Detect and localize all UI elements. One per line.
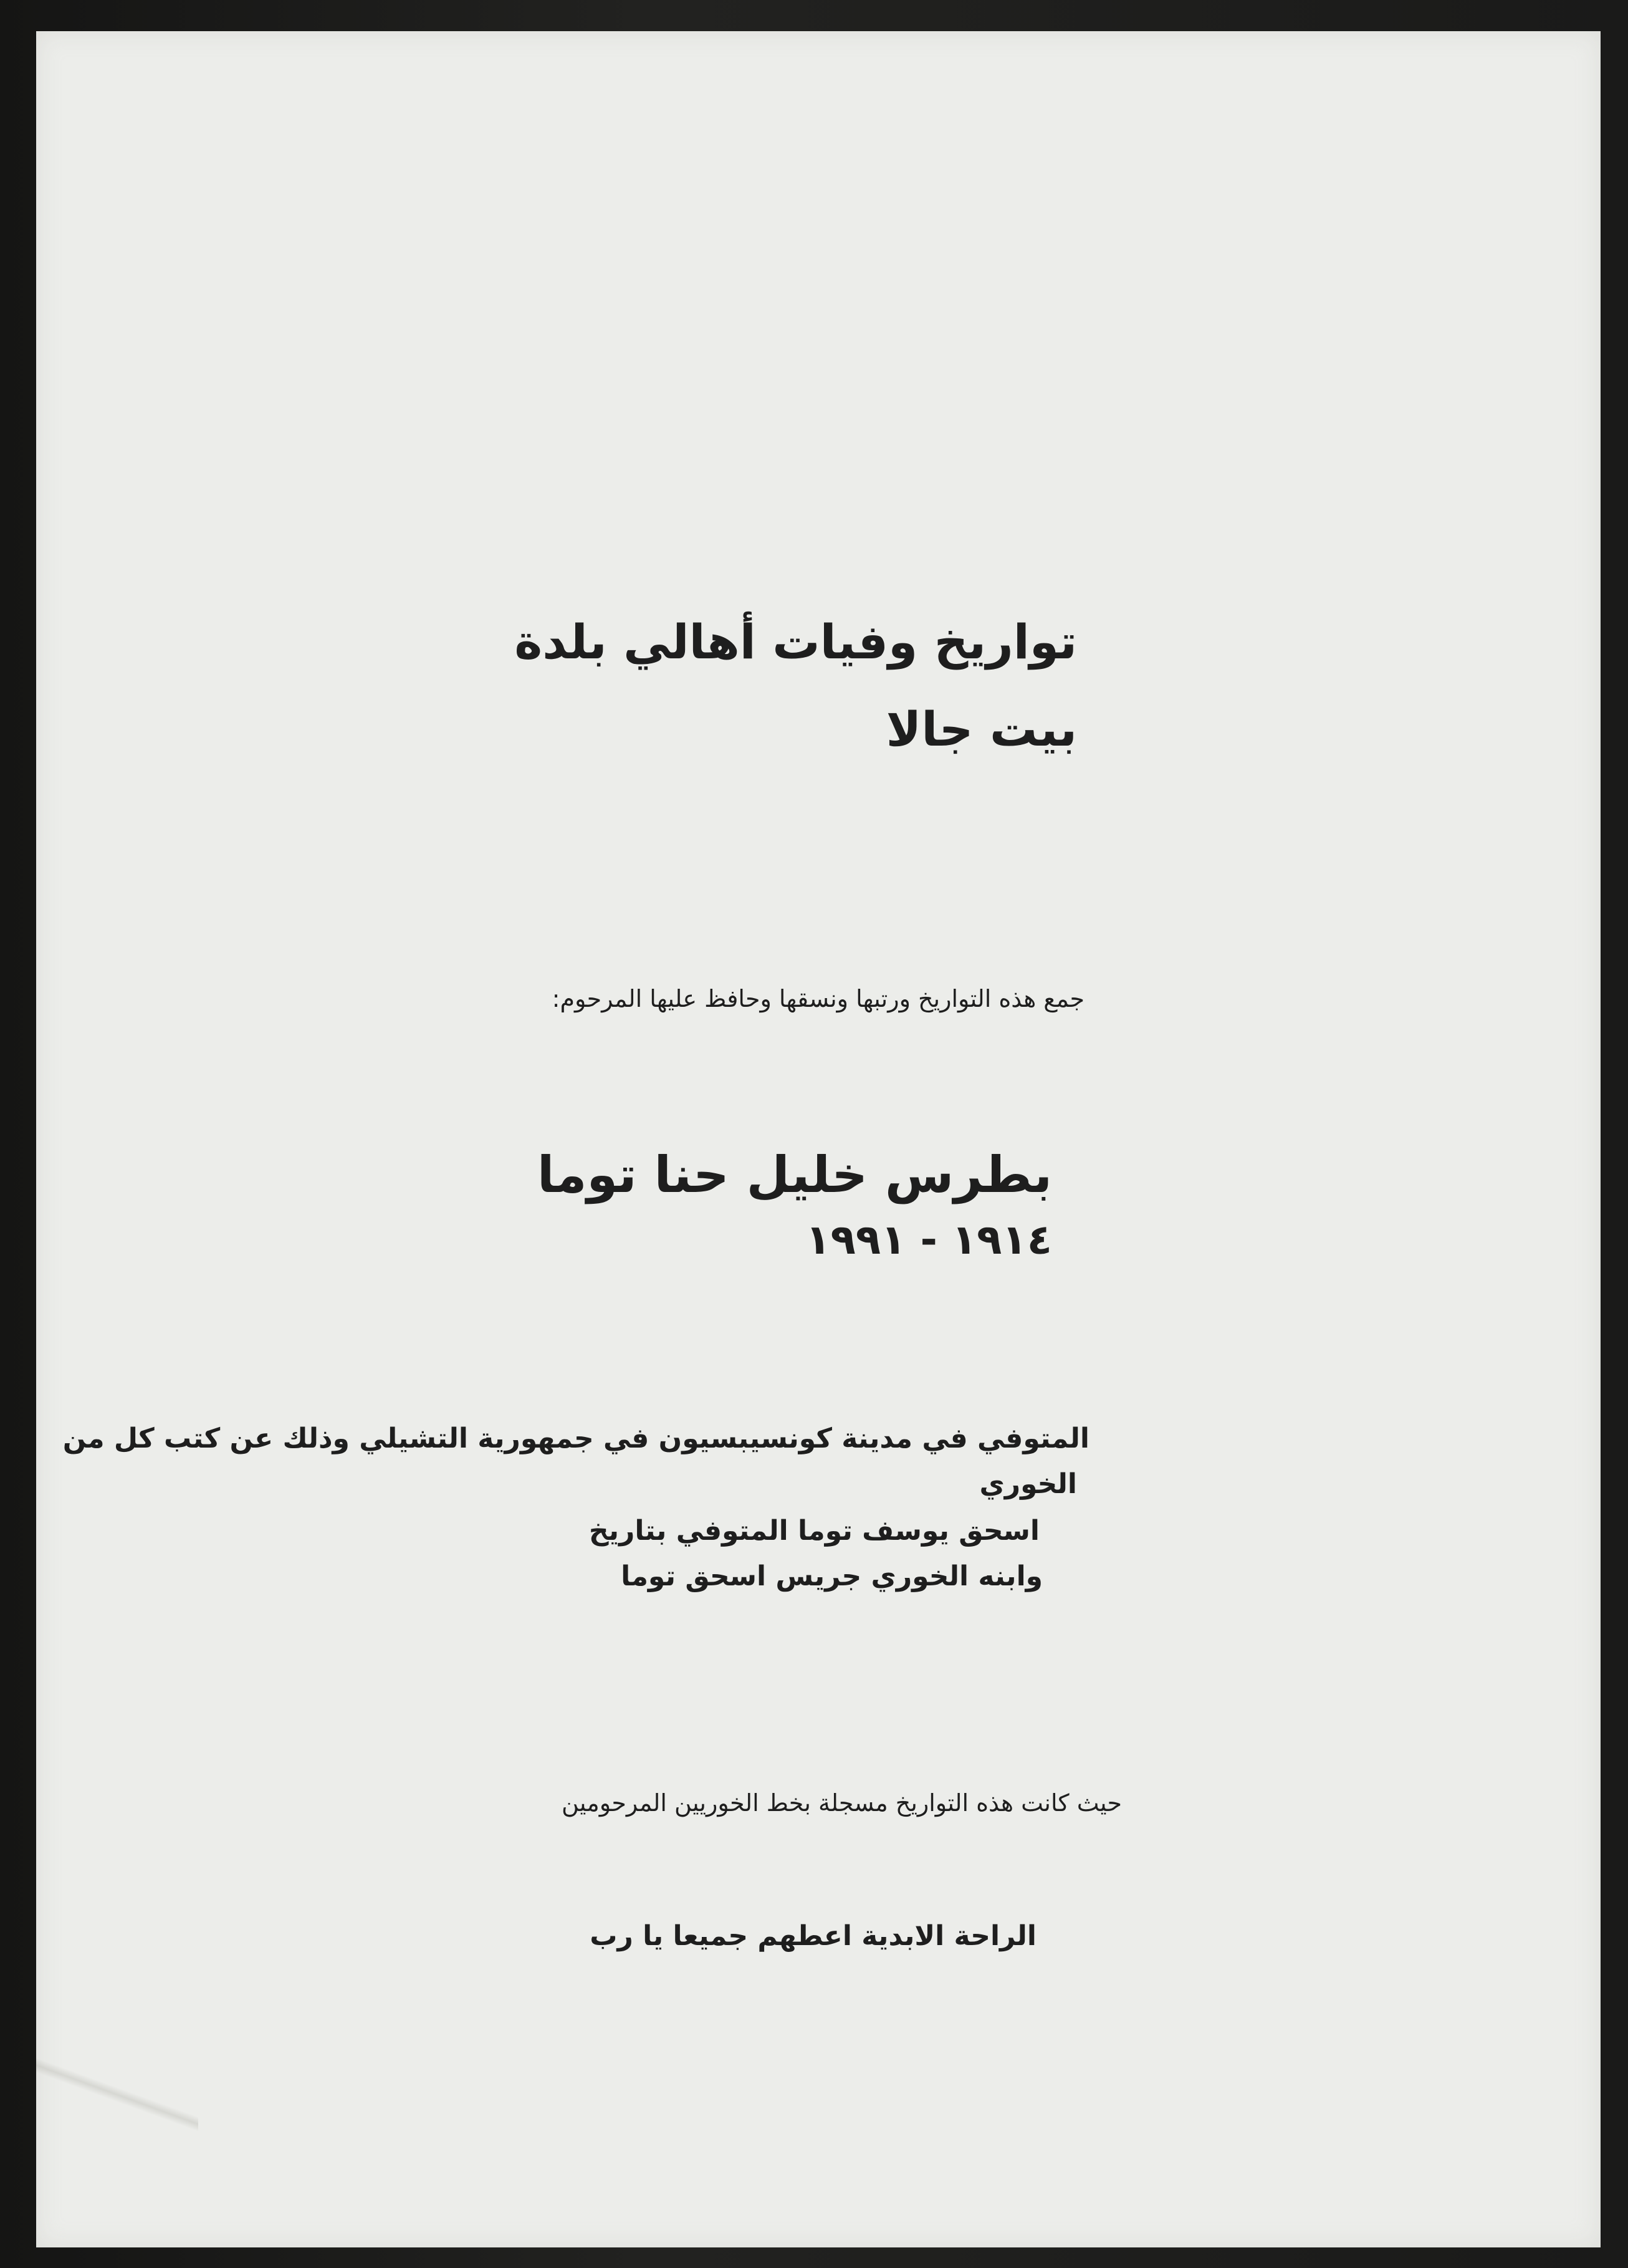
author-name: بطرس خليل حنا توما [537, 1146, 1052, 1204]
detail-line-3: اسحق يوسف توما المتوفي بتاريخ [588, 1515, 1040, 1547]
document-page [36, 31, 1601, 2247]
detail-line-2: الخوري [979, 1468, 1077, 1500]
author-years: ١٩١٤ - ١٩٩١ [805, 1216, 1052, 1264]
closing-prayer: الراحة الابدية اعطهم جميعا يا رب [590, 1920, 1037, 1952]
handwriting-note: حيث كانت هذه التواريخ مسجلة بخط الخوريين المرحومين [562, 1789, 1122, 1817]
title-line-2: بيت جالا [886, 701, 1077, 757]
detail-line-4: وابنه الخوري جريس اسحق توما [621, 1560, 1043, 1592]
detail-line-1: المتوفي في مدينة كونسيبسيون في جمهورية التشيلي وذلك عن كتب كل من [62, 1423, 1089, 1454]
title-line-1: تواريخ وفيات أهالي بلدة [514, 614, 1077, 670]
paper-fold-crease [36, 1939, 198, 2251]
compiler-intro: جمع هذه التواريخ ورتبها ونسقها وحافظ عليها المرحوم: [552, 985, 1085, 1012]
